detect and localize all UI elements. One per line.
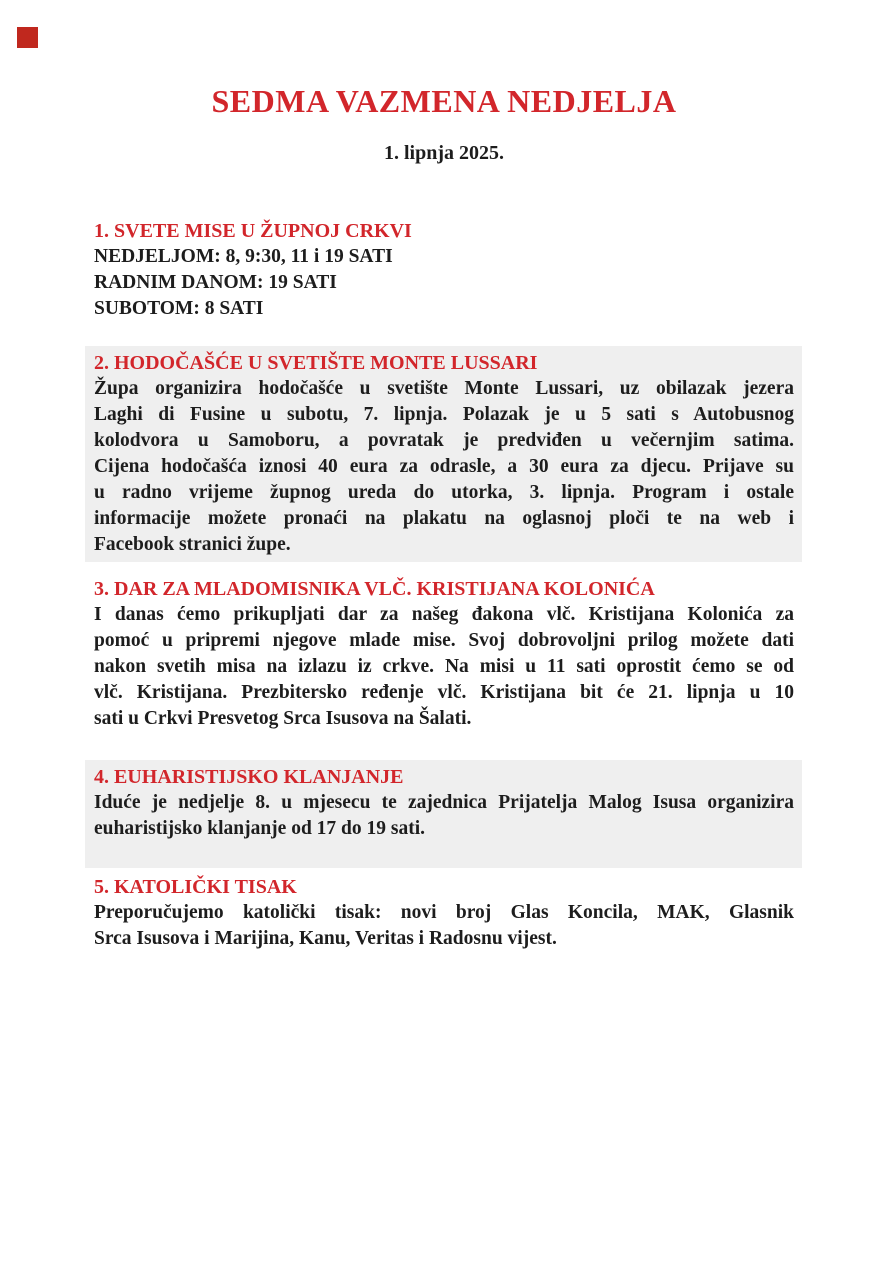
section-pilgrimage <box>85 346 802 562</box>
section-heading: 4. EUHARISTIJSKO KLANJANJE <box>94 766 404 788</box>
text-line: kolodvora u Samoboru, a povratak je predviđen u večernjim satima. <box>94 430 794 451</box>
section-heading: 5. KATOLIČKI TISAK <box>94 876 297 898</box>
date-line: 1. lipnja 2025. <box>383 142 505 164</box>
section-new-priest-gift <box>94 576 794 732</box>
text-line: euharistijsko klanjanje od 17 do 19 sati. <box>94 818 426 839</box>
red-square-marker <box>17 27 38 48</box>
text-line: sati u Crkvi Presvetog Srca Isusova na Šalati. <box>94 708 472 729</box>
text-line: Iduće je nedjelje 8. u mjesecu te zajednica Prijatelja Malog Isusa organizira <box>94 792 794 813</box>
text-line: u radno vrijeme župnog ureda do utorka, 3. lipnja. Program i ostale <box>94 482 794 503</box>
text-line: I danas ćemo prikupljati dar za našeg đakona vlč. Kristijana Kolonića za <box>94 604 794 625</box>
text-line: Preporučujemo katolički tisak: novi broj Glas Koncila, MAK, Glasnik <box>94 902 794 923</box>
text-line: vlč. Kristijana. Prezbitersko ređenje vlč. Kristijana bit će 21. lipnja u 10 <box>94 682 794 703</box>
section-heading: 2. HODOČAŠĆE U SVETIŠTE MONTE LUSSARI <box>94 352 538 374</box>
section-catholic-press <box>94 874 794 952</box>
text-line: Cijena hodočašća iznosi 40 eura za odrasle, a 30 eura za djecu. Prijave su <box>94 456 794 477</box>
section-mass-times <box>94 218 794 322</box>
text-line: Župa organizira hodočašće u svetište Monte Lussari, uz obilazak jezera <box>94 378 794 399</box>
text-line: Facebook stranici župe. <box>94 534 291 555</box>
text-line: informacije možete pronaći na plakatu na oglasnoj ploči te na web i <box>94 508 794 529</box>
section-heading: 3. DAR ZA MLADOMISNIKA VLČ. KRISTIJANA KOLONIĆA <box>94 578 655 600</box>
text-line: SUBOTOM: 8 SATI <box>94 298 264 319</box>
text-line: nakon svetih misa na izlazu iz crkve. Na misi u 11 sati oprostit ćemo se od <box>94 656 794 677</box>
text-line: Laghi di Fusine u subotu, 7. lipnja. Polazak je u 5 sati s Autobusnog <box>94 404 794 425</box>
page-title: SEDMA VAZMENA NEDJELJA <box>211 83 677 119</box>
text-line: NEDJELJOM: 8, 9:30, 11 i 19 SATI <box>94 246 393 267</box>
text-line: pomoć u pripremi njegove mlade mise. Svoj dobrovoljni prilog možete dati <box>94 630 794 651</box>
section-eucharistic-adoration <box>85 760 802 868</box>
text-line: RADNIM DANOM: 19 SATI <box>94 272 337 293</box>
text-line: Srca Isusova i Marijina, Kanu, Veritas i Radosnu vijest. <box>94 928 557 949</box>
section-heading: 1. SVETE MISE U ŽUPNOJ CRKVI <box>94 220 412 242</box>
